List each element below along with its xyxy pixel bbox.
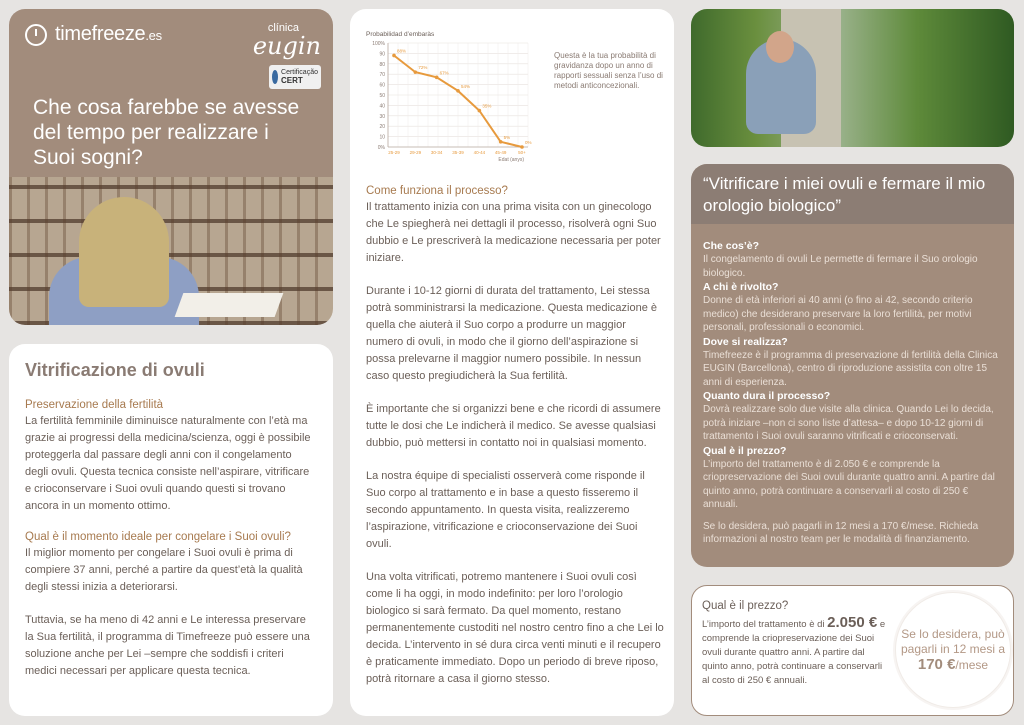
subheading-process: Come funziona il processo? — [366, 185, 508, 197]
paragraph-ideal-moment: Il miglior momento per congelare i Suoi ovuli è prima di compiere 37 anni, perché a partire da quest’età la qualità degli stessi inizia a deteriorarsi. — [25, 547, 303, 593]
price-description — [702, 616, 887, 688]
chart-title: Probabilidad d’embaràs — [366, 31, 435, 38]
faq-answer: Il congelamento di ovuli Le permette di fermare il Suo orologio biologico. — [703, 254, 978, 279]
x-axis-label: Edat (anys) — [498, 157, 524, 163]
monthly-price-circle — [895, 592, 1011, 708]
quote-banner: “Vitrificare i miei ovuli e fermare il mio orologio biologico” — [691, 164, 1014, 224]
cert-line1: Certificação — [281, 69, 318, 76]
paragraph-2: Durante i 10-12 giorni di durata del trattamento, Lei stessa potrà somministrarsi la medicazione. Questa medicazione è quella che aiuterà il Suo corpo a produrre un maggior numero di ovuli, in modo che il giorno dell’aspirazione si possa prelevarne il maggior numero possibile. In nessun caso questo pregiudicherà la Sua fertilità. — [366, 285, 658, 382]
faq-answer-financing: Se lo desidera, può pagarli in 12 mesi a 170 €/mese. Richieda informazioni al nostro team per le modalità di finanziamento. — [703, 520, 979, 545]
price-panel — [691, 585, 1014, 716]
x-tick-label: 29-29 — [409, 150, 422, 155]
y-tick-label: 20 — [379, 124, 385, 131]
data-point — [520, 145, 524, 149]
faq-answer: Donne di età inferiori ai 40 anni (o fino ai 42, secondo criterio medico) che desiderano preservare la loro fertilità, per motivi personali, professionali o economici. — [703, 295, 973, 333]
data-label: 5% — [503, 134, 511, 140]
x-tick-label: 30-34 — [430, 150, 443, 155]
y-tick-label: 100% — [372, 41, 385, 47]
hero-title: Che cosa farebbe se avesse del tempo per realizzare i Suoi sogni? — [33, 96, 300, 169]
data-point — [414, 70, 418, 74]
data-label: 72% — [418, 65, 428, 71]
x-tick-label: 25-29 — [388, 150, 400, 155]
chart-note: Questa è la tua probabilità di gravidanza dopo un anno di rapporti sessuali senza l’uso di metodi anticoncezionali. — [554, 51, 663, 90]
y-tick-label: 90 — [379, 51, 385, 58]
price-title: Qual è il prezzo? — [702, 600, 789, 612]
x-tick-label: 40-44 — [473, 150, 486, 155]
hero-panel — [9, 9, 333, 325]
eugin-logo — [253, 23, 321, 58]
x-tick-label: 45-49 — [494, 150, 507, 155]
pregnancy-chart — [366, 27, 536, 167]
cert-badge — [269, 65, 321, 89]
faq-question: Che cos’è? — [703, 240, 760, 252]
data-point — [499, 140, 503, 144]
y-tick-label: 0% — [377, 145, 385, 151]
faq-question: A chi è rivolto? — [703, 281, 779, 293]
circle-amount: 170 € — [917, 656, 956, 673]
logo-name: timefreeze — [55, 23, 146, 45]
y-tick-label: 40 — [379, 103, 385, 110]
data-point — [435, 76, 439, 80]
paragraph-5: Una volta vitrificati, potremo mantenere i Suoi ovuli così come li ha oggi, in modo indefinito: per loro l’orologio biologico si sarà fermato. Da quel momento, restano permanentemente custoditi nel nostro centro fino a che Lei lo decida. L’intervento in sé dura circa venti minuti e il recupero è praticamente immediato. Dopo un periodo di breve riposo, potrà ritornare a casa il giorno stesso. — [366, 571, 664, 685]
price-amount: 2.050 € — [827, 614, 878, 631]
faq-question: Qual è il prezzo? — [703, 444, 787, 457]
data-label: 67% — [439, 70, 449, 76]
paragraph-3: È importante che si organizzi bene e che ricordi di assumere tutte le dosi che Le indicherà il medico. Se avesse qualsiasi dubbio, può mettersi in contatto noi in qualsiasi momento. — [366, 403, 661, 449]
process-panel — [350, 9, 674, 716]
data-label: 0% — [525, 140, 532, 145]
circle-unit: /mese — [955, 658, 989, 672]
data-label: 54% — [461, 83, 471, 89]
timefreeze-logo — [25, 23, 162, 46]
price-post: e comprende la criopreservazione dei Suoi ovuli durante quattro anni. A partire dal quinto anno, potrà continuare a conservarli al costo di 250 € annuali. — [702, 619, 886, 686]
cert-label: CERT — [281, 76, 303, 85]
subheading-ideal-moment: Qual è il momento ideale per congelare i Suoi ovuli? — [25, 531, 291, 543]
data-point — [392, 54, 396, 58]
y-tick-label: 30 — [379, 113, 385, 120]
y-tick-label: 60 — [379, 82, 385, 89]
vitrification-panel — [9, 344, 333, 716]
circle-text: Se lo desidera, può pagarli in 12 mesi a — [900, 627, 1006, 656]
eugin-wordmark: eugin — [252, 32, 321, 60]
paragraph-timefreeze-program: Tuttavia, se ha meno di 42 anni e Le interessa preservare la Sua fertilità, il programma di Timefreeze può essere una soluzione anche per Lei –sempre che soddisfi i criteri medici necessari per applicare questa tecnica. — [25, 614, 310, 677]
clock-icon — [25, 24, 47, 46]
paragraph-preservation: La fertilità femminile diminuisce naturalmente con l’età ma grazie ai progressi della medicina/scienza, oggi è possibile proteggerla dal passare degli anni con il congelamento degli ovuli. Questa tecnica consiste nell’aspirare, vitrificare e crioconservare i Suoi ovuli quando questi si trovano ancora in un momento ottimo. — [25, 415, 311, 512]
y-tick-label: 50 — [379, 93, 385, 99]
paragraph-1: Il trattamento inizia con una prima visita con un ginecologo che Le spiegherà nei dettagli il processo, risolverà ogni Suo dubbio e Le prescriverà la medicazione necessaria per poter iniziare. — [366, 201, 661, 264]
data-point — [456, 89, 460, 93]
subheading-preservation: Preservazione della fertilità — [25, 399, 164, 411]
eugin-small-label: clínica — [267, 22, 299, 34]
faq-answer: L’importo del trattamento è di 2.050 € e comprende la criopreservazione dei Suoi ovuli durante quattro anni. A partire dal quinto anno, potrà continuare a conservarli al costo di 250 € annuali. — [703, 458, 995, 510]
hero-header — [9, 9, 333, 177]
faq-answer: Timefreeze è il programma di preservazione di fertilità della Clinica EUGIN (Barcellona), centro di riproduzione assistita con oltre 15 anni di esperienza. — [703, 349, 998, 388]
price-pre: L’importo del trattamento è di — [702, 619, 825, 630]
faq-question: Dove si realizza? — [703, 335, 788, 348]
faq-answer: Dovrà realizzare solo due visite alla clinica. Quando Lei lo decida, potrà iniziare –non ci sono liste d’attesa– e dopo 10-12 giorni di trattamento i Suoi ovuli saranno vitrificati e crioconservati. — [703, 404, 994, 442]
woman-reading-photo — [9, 177, 333, 325]
data-point — [478, 109, 482, 113]
paragraph-4: La nostra équipe di specialisti osserverà come risponde il Suo corpo al trattamento e in base a questo fisseremo il secondo appuntamento. In questa visita, realizzeremo l’aspirazione, vitrificazione e crioconservazione dei Suoi ovuli. — [366, 470, 645, 550]
woman-bridge-photo — [691, 9, 1014, 147]
data-label: 35% — [482, 103, 492, 109]
x-tick-label: 35-39 — [452, 150, 464, 155]
x-tick-label: 50+ — [518, 150, 526, 155]
chart-svg — [366, 27, 536, 167]
faq-question: Quanto dura il processo? — [703, 390, 831, 402]
section-title: Vitrificazione di ovuli — [25, 360, 205, 380]
logo-suffix: .es — [145, 28, 162, 43]
y-tick-label: 10 — [379, 134, 385, 141]
cert-seal-icon — [272, 70, 278, 84]
y-tick-label: 70 — [379, 72, 385, 79]
data-label: 88% — [397, 48, 407, 54]
faq-panel — [691, 164, 1014, 567]
y-tick-label: 80 — [379, 61, 385, 68]
